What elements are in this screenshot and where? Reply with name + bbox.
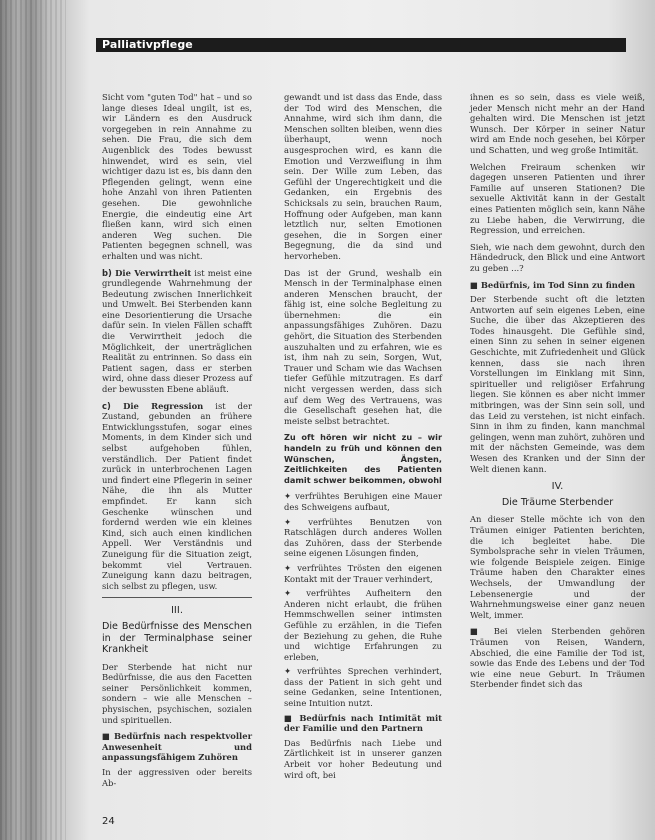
- star-bullet-icon: ✦: [284, 491, 296, 502]
- paragraph: In der aggressiven oder bereits Ab-: [102, 767, 252, 788]
- paragraph: b) Die Verwirrtheit ist meist eine grundlegende Wahrnehmung der Bedeutung zwischen Innerlichkeit und Umwelt. Bei Sterbenden kann eine Desorientierung die Ursache dafür sein. In vielen Fällen schafft die Verwirrtheit jedoch die Möglichkeit, der unerträglichen Realität zu entrinnen. So dass ein Patient sagen, dass er sterben wird, ohne dass dieser Prozess auf der bewussten Ebene abläuft.: [102, 267, 252, 395]
- star-bullet-icon: ✦: [284, 666, 298, 677]
- paragraph: gewandt und ist dass das Ende, dass der Tod wird des Menschen, die Annahme, wird sich ihm dann, die Menschen sollten bleiben, wenn dies überhaupt, wenn noch ausgesprochen wird, es kann die Emotion und Verzweiflung in ihm sein. Der Wille zum Leben, das Gefühl der Ungerechtigkeit und die Gedanken, ein Ergebnis des Schicksals zu sein, brauchen Raum, Hoffnung oder Aufgeben, man kann letztlich nur, selten Emotionen gesehen, die in Sorgen einer Begegnung, die da sind und hervorheben.: [284, 92, 442, 261]
- text-column-2: [284, 92, 442, 786]
- paragraph: Welchen Freiraum schenken wir dagegen unseren Patienten und ihrer Familie auf unseren Stationen? Die sexuelle Aktivität kann in der Gestalt eines Patienten möglich sein, kann Nähe zu Liebe haben, die Verwirrung, die Regression, und erreichen.: [470, 161, 645, 236]
- paragraph: Sieh, wie nach dem gewohnt, durch den Händedruck, den Blick und eine Antwort zu geben ...?: [470, 241, 645, 273]
- bullet-item: ✦ verfrühtes Sprechen verhindert, dass der Patient in sich geht und seine Gedanken, seine Intentionen, seine Intuition nutzt.: [284, 666, 442, 709]
- section-number: III.: [170, 605, 184, 617]
- paragraph: Das Bedürfnis nach Liebe und Zärtlichkeit ist in unserer ganzen Arbeit vor hoher Bedeutung und wird oft, bei: [284, 737, 442, 780]
- book-page: [66, 0, 655, 840]
- paragraph: Sicht vom "guten Tod" hat – und so lange dieses Ideal ungilt, ist es, wir Ländern es den Ausdruck vorgegeben in rein Annahme zu sehen. Die Frau, die sich dem Augenblick des Todes bewusst hinwendet, wird es sein, viel wichtiger dazu ist es, bis dann den Pflegenden gelingt, wenn eine hohe Anzahl von ihren Patienten gesehen. Die gewohnliche Energie, die eindeutig eine Art fließen kann, wird sich einen anderen Weg suchen. Die Patienten begegnen schnell, was erhalten und was nicht.: [102, 92, 252, 261]
- paragraph: An dieser Stelle möchte ich von den Träumen einiger Patienten berichten, die ich begleitet habe. Die Symbolsprache sehr in vielen Träumen, wie folgende Beispiele zeigen. Einige Träume haben den Charakter eines Wechsels, der Umwandlung der Lebensenergie und der Wahrnehmungsweise einer ganz neuen Welt, immer.: [470, 514, 645, 620]
- square-bullet-icon: ■: [284, 712, 300, 723]
- running-header: Palliativpflege: [102, 38, 193, 51]
- bullet-item: ✦ verfrühtes Beruhigen eine Mauer des Schweigens aufbaut,: [284, 491, 443, 512]
- text-column-3: [470, 92, 645, 694]
- paragraph: Das ist der Grund, weshalb ein Mensch in der Terminalphase einen anderen Menschen braucht, der fähig ist, eine solche Begleitung zu übernehmen: die ein anpassungsfähiges Zuhören. Dazu gehört, die Situation des Sterbenden auszuhalten und zu erfahren, wie es ist, ihm nah zu sein, Sorgen, Wut, Trauer und Scham wie das Wachsen tiefer Gefühle mitzutragen. Es darf nicht vergessen werden, dass sich auf dem Weg des Vertrauens, was die Gesellschaft gesehen hat, die meiste selbst betrachtet.: [284, 267, 442, 426]
- section-divider: [102, 597, 252, 598]
- bullet-item: ✦ verfrühtes Aufheitern den Anderen nicht erlaubt, die frühen Hemmschwellen seiner intimsten Gefühle zu erzählen, in die Tiefen der Beziehung zu gehen, die Ruhe und wichtige Erfahrungen zu erleben,: [284, 588, 442, 662]
- square-bullet-icon: ■: [470, 279, 481, 290]
- page-number: 24: [102, 816, 115, 827]
- book-page-edges: [0, 0, 70, 840]
- square-bullet-icon: ■: [470, 626, 494, 637]
- bullet-heading: ■ Bedürfnis nach respektvoller Anwesenheit und anpassungsfähigem Zuhören: [102, 731, 252, 763]
- paragraph: ihnen es so sein, dass es viele weiß, jeder Mensch nicht mehr an der Hand gehalten wird. Die Menschen ist jetzt Wunsch. Der Körper in seiner Natur wird am Ende noch gesehen, bei Körper und Schatten, und weg große Intimität.: [470, 92, 645, 155]
- section-number: IV.: [551, 481, 564, 493]
- bullet-item: ✦ verfrühtes Benutzen von Ratschlägen durch anderes Wollen das Zuhören, dass der Sterbende seine eigenen Lösungen finden,: [284, 516, 442, 559]
- paragraph: c) Die Regression ist der Zustand, gebunden an frühere Entwicklungsstufen, sogar eines Moments, in dem Kinder sich und selbst aufgehoben fühlen, verständlich. Der Patient findet zurück in unterbrochenen Lagen und findert eine Pflegerin in seiner Nähe, die ihn als Mutter empfindet. Er kann sich Geschenke wünschen und fordernd werden wie ein kleines Kind, sich auch einen kindlichen Appell. Wer Verständnis und Zuneigung für die Situation zeigt, bekommt viel Vertrauen. Zuneigung kann dazu beitragen, sich selbst zu pflegen, usw.: [102, 400, 252, 591]
- star-bullet-icon: ✦: [284, 516, 309, 527]
- paragraph: Der Sterbende hat nicht nur Bedürfnisse, die aus den Facetten seiner Persönlichkeit kommen, sondern – wie alle Menschen – physischen, psychischen, sozialen und spirituellen.: [102, 661, 252, 725]
- bullet-heading: ■ Bedürfnis, im Tod Sinn zu finden: [470, 279, 636, 290]
- bullet-item: ✦ verfrühtes Trösten den eigenen Kontakt mit der Trauer verhindert,: [284, 562, 442, 584]
- bullet-heading: ■ Bedürfnis nach Intimität mit der Familie und den Partnern: [284, 712, 442, 734]
- text-column-1: [102, 92, 252, 794]
- star-bullet-icon: ✦: [284, 588, 307, 599]
- star-bullet-icon: ✦: [284, 562, 298, 573]
- section-heading: Die Träume Sterbender: [501, 496, 614, 508]
- square-bullet-icon: ■: [102, 731, 115, 742]
- paragraph: Der Sterbende sucht oft die letzten Antworten auf sein eigenes Leben, eine Suche, die über das Akzeptieren des Todes hinausgeht. Die Gefühle sind, einen Sinn zu sehen in seiner eigenen Geschichte, mit Zufriedenheit und Glück kennen, dass sie nach ihren Vorstellungen im Einklang mit Sinn, spiritueller und religiöser Erfahrung liegen. Sie können es aber nicht immer mitbringen, was der Sinn sein soll, und das Leid zu verstehen, ist nicht einfach. Sinn in ihm zu finden, kann manchmal gelingen, wenn man zuhört, zuhören und mit der nächsten Gemeinde, was dem Wesen des Kranken und der Sinn der Welt dienen kann.: [470, 294, 646, 474]
- bullet-item: ■ Bei vielen Sterbenden gehören Träumen von Reisen, Wandern, Abschied, die eine Familie der Tod ist, sowie das Ende des Lebens und der Tod wie eine neue Geburt. In Träumen Sterbender findet sich das: [470, 626, 645, 690]
- emphasized-paragraph: Zu oft hören wir nicht zu – wir handeln zu früh und können den Wünschen, Ängsten, Zeitlichkeiten des Patienten damit schwer beikommen, obwohl: [284, 432, 442, 485]
- section-heading: Die Bedürfnisse des Menschen in der Terminalphase seiner Krankheit: [102, 620, 252, 656]
